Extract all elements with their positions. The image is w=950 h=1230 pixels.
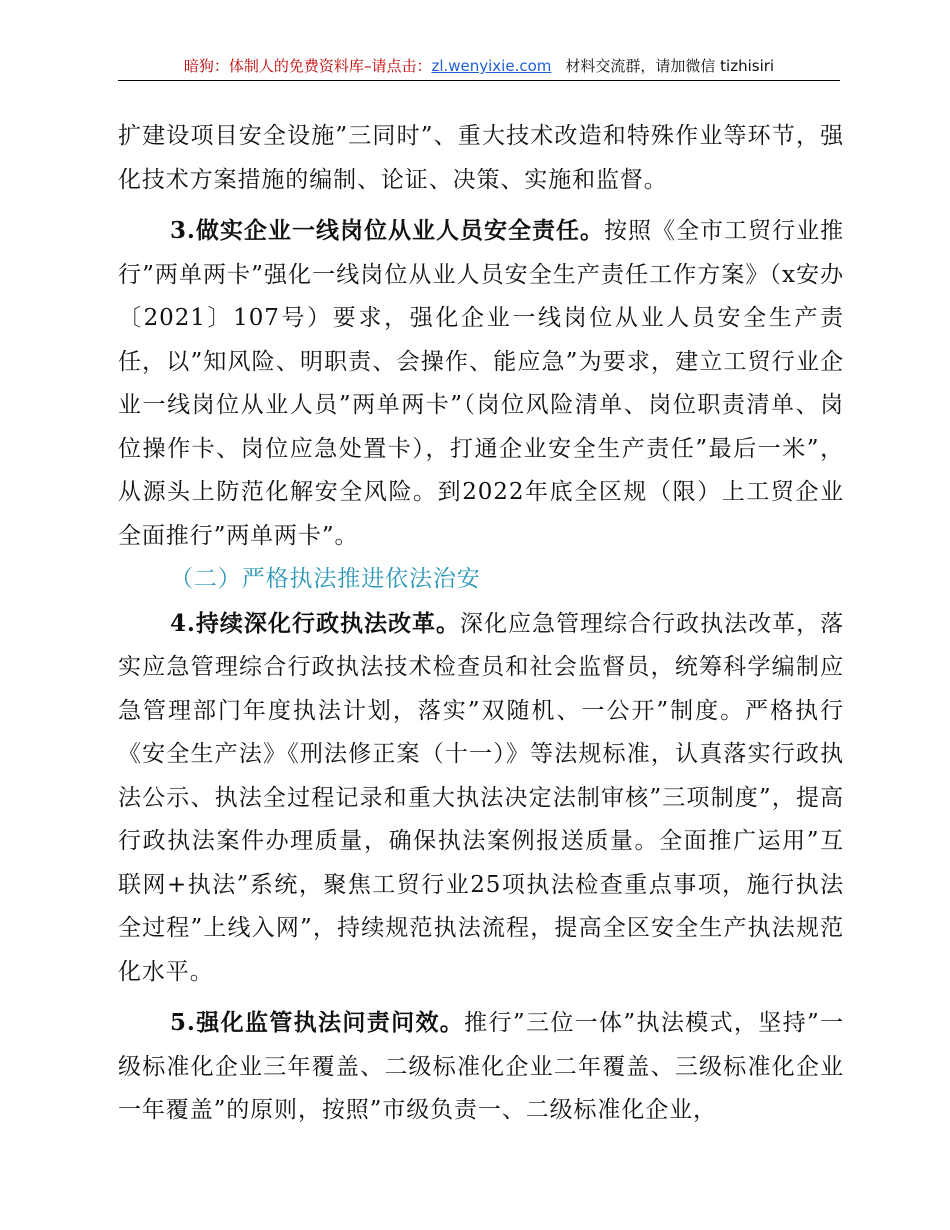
paragraph-text: 扩建设项目安全设施”三同时”、重大技术改造和特殊作业等环节，强化技术方案措施的编制、论证、决策、实施和监督。 [118, 123, 844, 193]
paragraph-lead: 5.强化监管执法问责问效。 [170, 1009, 465, 1036]
paragraph-lead: 3.做实企业一线岗位从业人员安全责任。 [170, 217, 605, 244]
document-body [118, 115, 844, 1133]
paragraph-1 [118, 115, 844, 202]
page-header [118, 52, 840, 81]
section-heading: （二）严格执法推进依法治安 [170, 566, 481, 592]
paragraph-4 [118, 602, 844, 995]
header-brand: 暗狗：体制人的免费资料库 [183, 57, 364, 75]
paragraph-2 [118, 209, 844, 558]
header-prompt: –请点击： [363, 57, 432, 75]
paragraph-lead: 4.持续深化行政执法改革。 [170, 609, 460, 637]
header-wechat: 材料交流群，请加微信 tizhisiri [565, 57, 775, 75]
paragraph-text: 深化应急管理综合行政执法改革，落实应急管理综合行政执法技术检查员和社会监督员，统筹科学编制应急管理部门年度执法计划，落实”双随机、一公开”制度。严格执行《安全生产法》《刑法修正案（十一）》等法规标准，认真落实行政执法公示、执法全过程记录和重大执法决定法制审核”三项制度”，提高行政执法案件办理质量，确保执法案例报送质量。全面推广运用”互联网+执法”系统，聚焦工贸行业25项执法检查重点事项，施行执法全过程”上线入网”，持续规范执法流程，提高全区安全生产执法规范化水平。 [118, 610, 844, 985]
header-link[interactable]: zl.wenyixie.com [431, 57, 552, 75]
paragraph-5 [118, 1001, 844, 1133]
paragraph-text: 按照《全市工贸行业推行”两单两卡”强化一线岗位从业人员安全生产责任工作方案》（x安办〔2021〕107号）要求，强化企业一线岗位从业人员安全生产责任，以”知风险、明职责、会操作、能应急”为要求，建立工贸行业企业一线岗位从业人员”两单两卡”（岗位风险清单、岗位职责清单、岗位操作卡、岗位应急处置卡），打通企业安全生产责任”最后一米”，从源头上防范化解安全风险。到2022年底全区规（限）上工贸企业全面推行”两单两卡”。 [118, 218, 844, 549]
paragraph-text: 推行”三位一体”执法模式，坚持”一级标准化企业三年覆盖、二级标准化企业二年覆盖、三级标准化企业一年覆盖”的原则，按照”市级负责一、二级标准化企业， [118, 1010, 844, 1123]
